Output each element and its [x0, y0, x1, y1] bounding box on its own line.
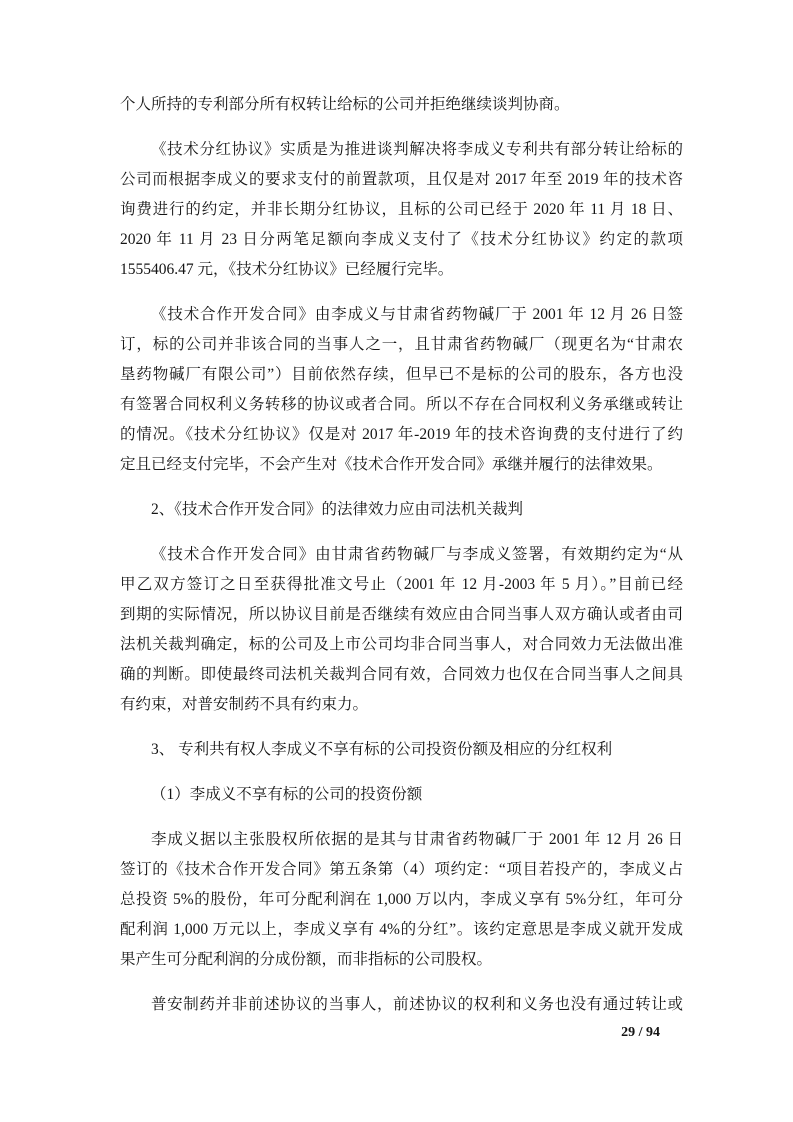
text-line: 法机关裁判确定，标的公司及上市公司均非合同当事人，对合同效力无法做出准: [120, 636, 683, 653]
text-line: 的情况。《技术分红协议》仅是对 2017 年-2019 年的技术咨询费的支付进行了约: [120, 426, 683, 443]
text-line: 《技术合作开发合同》由甘肃省药物碱厂与李成义签署，有效期约定为“从: [151, 546, 683, 563]
text-line: 配利润 1,000 万元以上，李成义享有 4%的分红”。该约定意思是李成义就开发成: [120, 921, 683, 938]
text-line: 询费进行的约定，并非长期分红协议，且标的公司已经于 2020 年 11 月 18 日、: [120, 201, 683, 218]
page-footer: [120, 1023, 683, 1043]
text-line: 有签署合同权利义务转移的协议或者合同。所以不存在合同权利义务承继或转让: [120, 396, 683, 413]
text-line: 果产生可分配利润的分成份额，而非指标的公司股权。: [120, 951, 493, 968]
text-line: 2020 年 11 月 23 日分两笔足额向李成义支付了《技术分红协议》约定的款项: [120, 231, 683, 248]
text-line: 总投资 5%的股份，年可分配利润在 1,000 万以内，李成义享有 5%分红，年可分: [120, 891, 683, 908]
text-line: 到期的实际情况，所以协议目前是否继续有效应由合同当事人双方确认或者由司: [120, 606, 683, 623]
text-line: 垦药物碱厂有限公司”）目前依然存续，但早已不是标的公司的股东，各方也没: [120, 366, 683, 383]
text-line: 李成义据以主张股权所依据的是其与甘肃省药物碱厂于 2001 年 12 月 26 日: [151, 831, 683, 848]
text-line: 签订的《技术合作开发合同》第五条第（4）项约定：“项目若投产的，李成义占: [120, 861, 683, 878]
page-number: 29 / 94: [621, 1025, 660, 1040]
text-line: 有约束，对普安制药不具有约束力。: [120, 696, 369, 713]
text-line: 甲乙双方签订之日至获得批准文号止（2001 年 12 月-2003 年 5 月）。”目前已经: [120, 576, 683, 593]
text-line: 定且已经支付完毕，不会产生对《技术合作开发合同》承继并履行的法律效果。: [120, 456, 663, 473]
text-line: 《技术合作开发合同》由李成义与甘肃省药物碱厂于 2001 年 12 月 26 日签: [151, 306, 683, 323]
text-line: 订，标的公司并非该合同的当事人之一，且甘肃省药物碱厂（现更名为“甘肃农: [120, 336, 683, 353]
document-body: [120, 90, 683, 1035]
text-line: 公司而根据李成义的要求支付的前置款项，且仅是对 2017 年至 2019 年的技术咨: [120, 171, 683, 188]
text-line: 普安制药并非前述协议的当事人，前述协议的权利和义务也没有通过转让或: [151, 996, 683, 1013]
section-heading: 2、《技术合作开发合同》的法律效力应由司法机关裁判: [151, 501, 524, 518]
text-line: 1555406.47 元，《技术分红协议》已经履行完毕。: [120, 261, 454, 278]
text-line: 个人所持的专利部分所有权转让给标的公司并拒绝继续谈判协商。: [120, 96, 570, 113]
section-heading: （1）李成义不享有标的公司的投资份额: [151, 786, 423, 803]
text-line: 确的判断。即使最终司法机关裁判合同有效，合同效力也仅在合同当事人之间具: [120, 666, 683, 683]
text-line: 《技术分红协议》实质是为推进谈判解决将李成义专利共有部分转让给标的: [151, 141, 683, 158]
section-heading: 3、 专利共有权人李成义不享有标的公司投资份额及相应的分红权利: [151, 741, 613, 758]
